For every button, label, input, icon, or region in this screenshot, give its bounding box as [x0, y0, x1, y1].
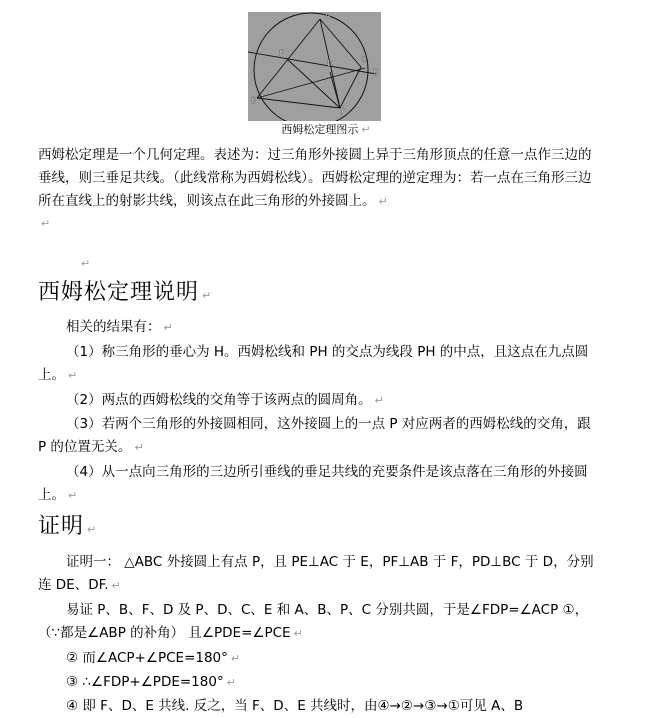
label-C: C: [361, 55, 367, 64]
paragraph-mark: ↵: [374, 394, 384, 407]
section-heading-explanation: [38, 278, 212, 311]
proof-text: 证明一： △ABC 外接圆上有点 P，且 PE⊥AC 于 E，PF⊥AB 于 F，PD⊥BC 于 D，分别连 DE、DF.: [38, 554, 594, 593]
proof-text: ④ 即 F、D、E 共线. 反之，当 F、D、E 共线时，由④→②→③→①可见 A、B: [66, 698, 524, 714]
diagram-lines: [248, 19, 379, 108]
label-D: D: [327, 59, 334, 68]
section-heading-proof: [38, 512, 97, 545]
figure-caption-text: 西姆松定理图示: [281, 123, 359, 136]
paragraph-mark: ↵: [361, 123, 371, 136]
result-text: （3）若两个三角形的外接圆相同，这外接圆上的一点 P 对应两者的西姆松线的交角，跟 P 的位置无关。: [38, 416, 591, 455]
result-text: （2）两点的西姆松线的交角等于该两点的圆周角。: [66, 392, 372, 408]
proof-paragraph-4: [38, 671, 594, 694]
paragraph-mark: ↵: [68, 489, 78, 502]
proof-text: ② 而∠ACP+∠PCE=180°: [66, 650, 228, 666]
figure-caption: [0, 123, 652, 137]
section-heading-text: 西姆松定理说明: [38, 280, 200, 305]
paragraph-mark: ↵: [87, 523, 98, 536]
proof-paragraph-1: [38, 551, 594, 597]
paragraph-mark: ↵: [226, 676, 236, 689]
label-A: A: [325, 12, 331, 20]
paragraph-mark: ↵: [230, 652, 241, 665]
label-P: P: [341, 107, 346, 116]
paragraph-mark: ↵: [134, 441, 144, 454]
paragraph-mark: ↵: [68, 369, 78, 382]
label-F: F: [279, 49, 284, 58]
lead-text: 相关的结果有：: [66, 319, 161, 335]
paragraph-mark: ↵: [163, 321, 173, 334]
paragraph-mark: ↵: [378, 195, 388, 208]
result-item-3: [38, 413, 594, 459]
simson-diagram: [248, 12, 381, 121]
intro-text: 西姆松定理是一个几何定理。表述为：过三角形外接圆上异于三角形顶点的任意一点作三边的垂线，则三垂足共线。（此线常称为西姆松线）。西姆松定理的逆定理为：若一点在三角形三边所在直线上的射影共线，则该点在此三角形的外接圆上。: [38, 147, 592, 209]
paragraph-mark: ↵: [293, 627, 303, 640]
proof-text: ③ ∴∠FDP+∠PDE=180°: [66, 674, 224, 690]
result-item-1: [38, 341, 594, 387]
related-results-lead: [38, 316, 594, 339]
result-item-4: [38, 461, 594, 507]
section-heading-text: 证明: [38, 514, 85, 539]
label-E: E: [373, 68, 379, 77]
proof-paragraph-3: [38, 647, 594, 670]
result-text: （1）称三角形的垂心为 H。西姆松线和 PH 的交点为线段 PH 的中点，且这点在九点圆上。: [38, 344, 589, 383]
result-text: （4）从一点向三角形的三边所引垂线的垂足共线的充要条件是该点落在三角形的外接圆上。: [38, 464, 588, 503]
result-item-2: [38, 389, 594, 412]
paragraph-mark: ↵: [81, 257, 91, 270]
paragraph-mark: ↵: [111, 579, 121, 592]
intro-paragraph: [38, 144, 594, 213]
simson-figure: [248, 12, 381, 121]
proof-text: 易证 P、B、F、D 及 P、D、C、E 和 A、B、P、C 分别共圆，于是∠FDP=∠ACP ①，（∵都是∠ABP 的补角） 且∠PDE=∠PCE: [38, 602, 589, 641]
paragraph-mark: ↵: [202, 289, 213, 302]
paragraph-mark: ↵: [41, 217, 51, 230]
proof-paragraph-2: [38, 599, 594, 645]
label-B: B: [251, 96, 257, 105]
